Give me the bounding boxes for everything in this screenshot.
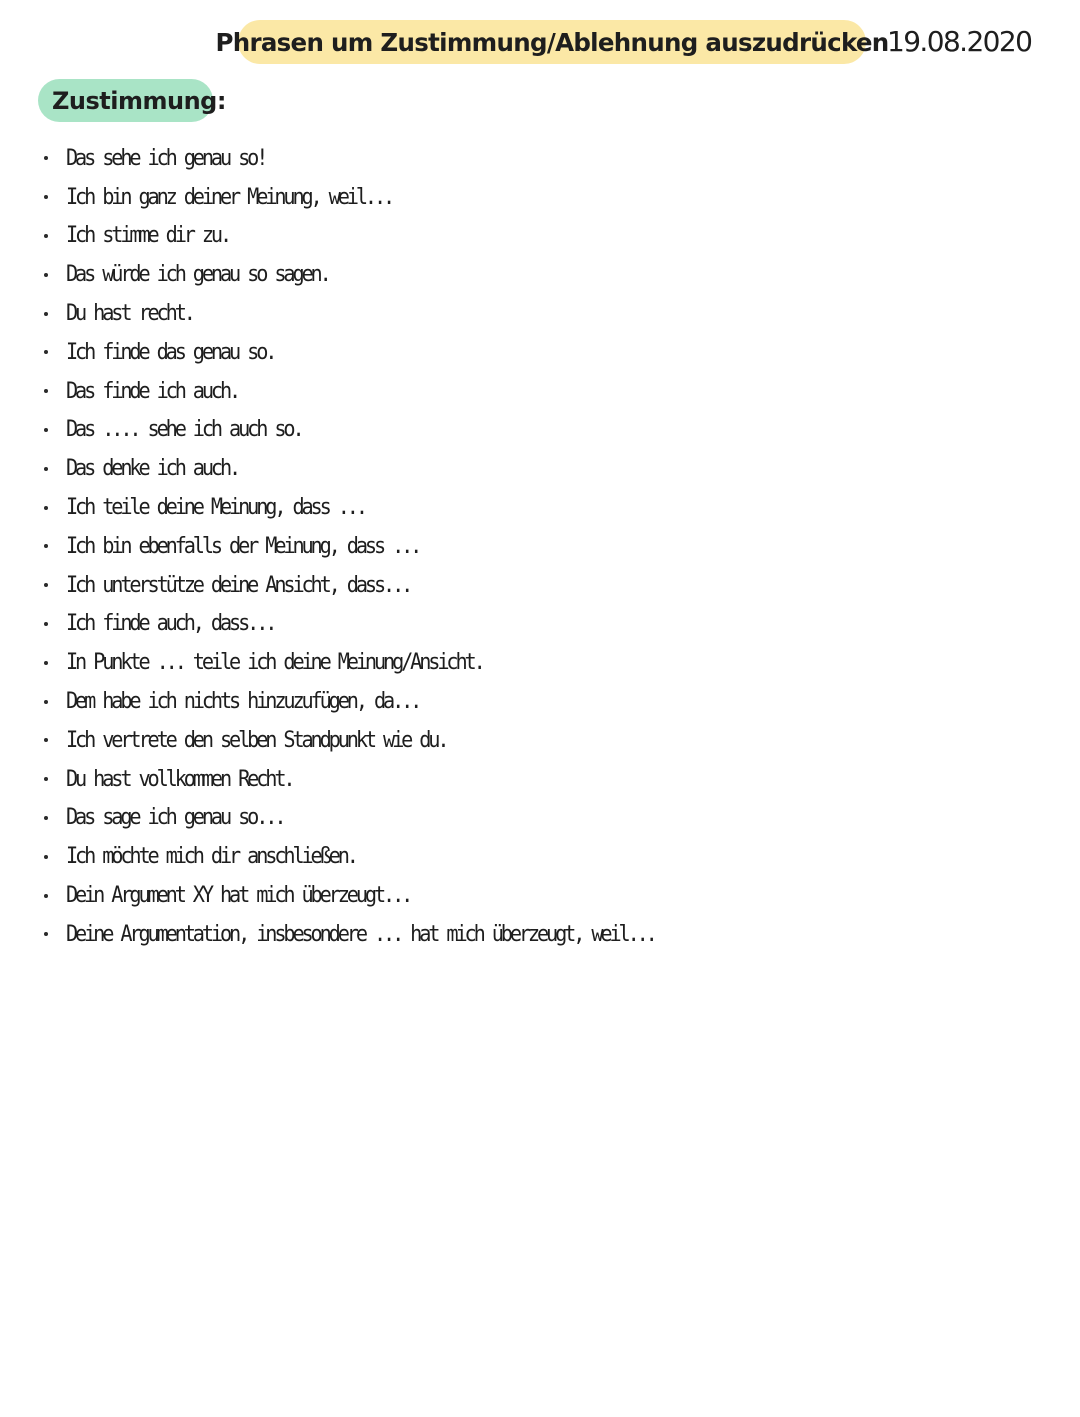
bullet-icon (44, 273, 48, 277)
bullet-icon (44, 544, 48, 548)
phrase-text: Ich bin ebenfalls der Meinung, dass ... (66, 533, 420, 559)
section-heading: Zustimmung: (52, 86, 226, 115)
bullet-icon (44, 661, 48, 665)
bullet-icon (44, 777, 48, 781)
bullet-icon (44, 622, 48, 626)
bullet-icon (44, 389, 48, 393)
bullet-icon (44, 738, 48, 742)
phrase-text: Ich finde das genau so. (66, 339, 275, 365)
page-title: Phrasen um Zustimmung/Ablehnung auszudrücken (215, 27, 889, 57)
bullet-icon (44, 855, 48, 859)
phrase-text: Dem habe ich nichts hinzuzufügen, da... (66, 689, 420, 715)
phrase-text: Dein Argument XY hat mich überzeugt... (66, 883, 411, 909)
section-highlight (38, 79, 226, 122)
phrase-text: Das würde ich genau so sagen. (66, 262, 329, 288)
phrase-text: Ich unterstütze deine Ansicht, dass... (66, 572, 411, 598)
phrase-text: Das .... sehe ich auch so. (66, 417, 302, 443)
bullet-icon (44, 428, 48, 432)
phrase-text: Ich teile deine Meinung, dass ... (66, 495, 365, 521)
bullet-icon (44, 312, 48, 316)
title-highlight (215, 20, 889, 64)
phrase-text: Ich vertrete den selben Standpunkt wie du. (66, 727, 447, 753)
phrase-text: In Punkte ... teile ich deine Meinung/Ansicht. (66, 650, 483, 676)
bullet-icon (44, 234, 48, 238)
phrase-text: Das sage ich genau so... (66, 805, 284, 831)
phrase-text: Du hast recht. (66, 301, 193, 327)
phrase-text: Ich finde auch, dass... (66, 611, 275, 637)
bullet-icon (44, 816, 48, 820)
bullet-icon (44, 932, 48, 936)
phrase-text: Das denke ich auch. (66, 456, 239, 482)
bullet-icon (44, 583, 48, 587)
phrase-text: Ich stimme dir zu. (66, 223, 230, 249)
date-label: 19.08.2020 (887, 25, 1032, 58)
phrase-text: Deine Argumentation, insbesondere ... hat mich überzeugt, weil... (66, 921, 655, 947)
bullet-icon (44, 467, 48, 471)
phrase-text: Du hast vollkommen Recht. (66, 766, 293, 792)
bullet-icon (44, 894, 48, 898)
phrase-text: Das finde ich auch. (66, 378, 239, 404)
bullet-icon (44, 350, 48, 354)
bullet-icon (44, 195, 48, 199)
bullet-icon (44, 700, 48, 704)
phrase-text: Ich bin ganz deiner Meinung, weil... (66, 184, 393, 210)
phrase-text: Das sehe ich genau so! (66, 145, 266, 171)
phrase-text: Ich möchte mich dir anschließen. (66, 844, 356, 870)
bullet-icon (44, 506, 48, 510)
bullet-icon (44, 156, 48, 160)
